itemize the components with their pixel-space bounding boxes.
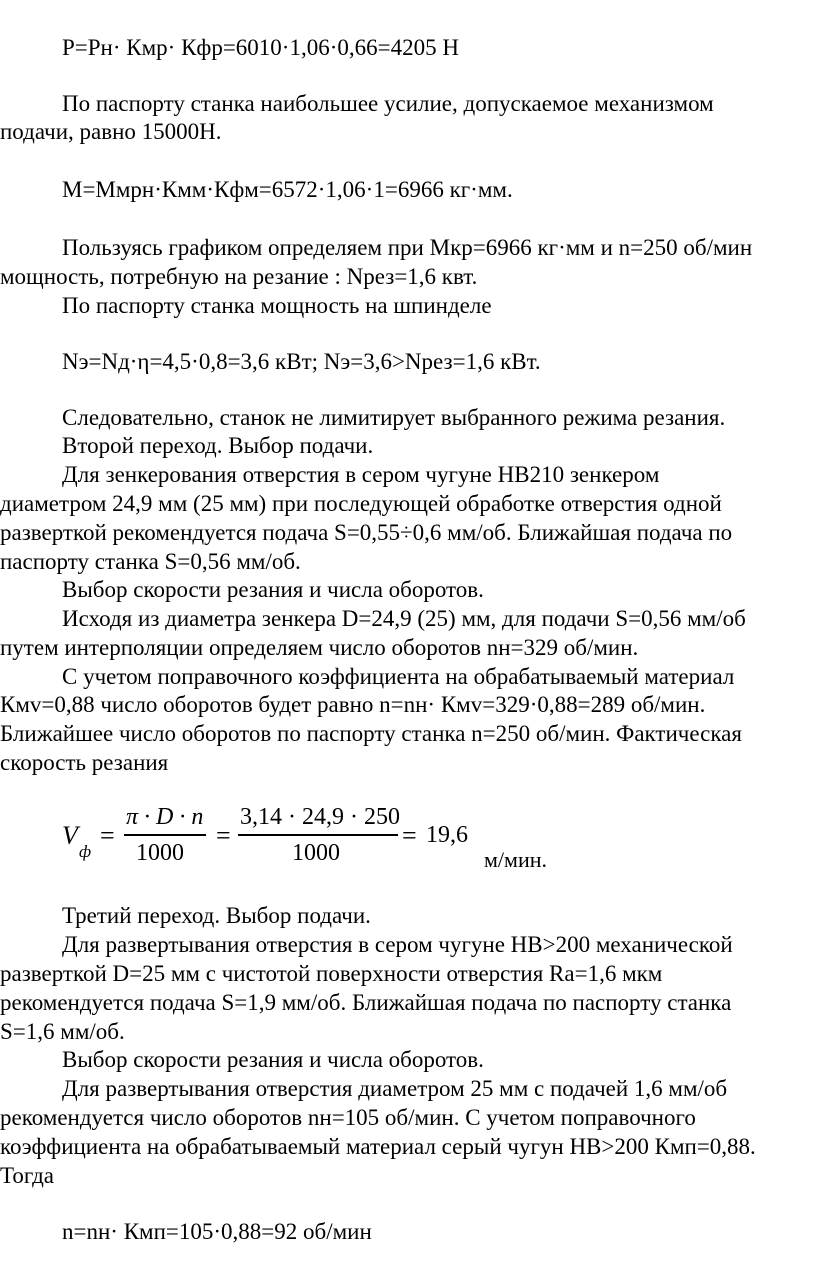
paragraph-line: мощность, потребную на резание : Nрез=1,6 квт. — [0, 264, 478, 289]
paragraph-line: рекомендуется подача S=1,9 мм/об. Ближайшая подача по паспорту станка — [0, 990, 732, 1015]
paragraph-line: Исходя из диаметра зенкера D=24,9 (25) мм, для подачи S=0,56 мм/об — [62, 606, 746, 631]
paragraph-line: разверткой D=25 мм с чистотой поверхности отверстия Ra=1,6 мкм — [0, 961, 663, 986]
paragraph-line: S=1,6 мм/об. — [0, 1019, 125, 1044]
paragraph-line: Для развертывания отверстия диаметром 25 мм с подачей 1,6 мм/об — [62, 1076, 728, 1101]
paragraph-line: рекомендуется число оборотов nн=105 об/мин. С учетом поправочного — [0, 1105, 696, 1130]
paragraph-line: коэффициента на обрабатываемый материал серый чугун НВ>200 Кмп=0,88. — [0, 1134, 756, 1159]
power-calculation: Nэ=Nд·η=4,5·0,8=3,6 кВт; Nэ=3,6>Nрез=1,6 кВт. — [62, 349, 541, 374]
formula-lhs: V — [62, 821, 78, 850]
section-heading: Второй переход. Выбор подачи. — [62, 433, 374, 458]
formula-denominator: 1000 — [136, 840, 184, 866]
paragraph-line: Следовательно, станок не лимитирует выбранного режима резания. — [62, 405, 726, 430]
paragraph-line: паспорту станка S=0,56 мм/об. — [0, 549, 301, 574]
paragraph-line: Кмv=0,88 число оборотов будет равно n=nн· Кмv=329·0,88=289 об/мин. — [0, 692, 706, 717]
paragraph-line: По паспорту станка мощность на шпинделе — [62, 293, 492, 318]
paragraph-line: подачи, равно 15000Н. — [0, 119, 222, 144]
formula-equals: = — [402, 821, 417, 850]
paragraph-line: разверткой рекомендуется подача S=0,55÷0,6 мм/об. Ближайшая подача по — [0, 520, 733, 545]
paragraph-line: путем интерполяции определяем число оборотов nн=329 об/мин. — [0, 635, 639, 660]
fraction-bar — [124, 834, 206, 836]
paragraph-line: По паспорту станка наибольшее усилие, допускаемое механизмом — [62, 91, 714, 116]
formula-lhs-subscript: ф — [79, 842, 92, 861]
formula-numerator-symbolic: π · D · n — [126, 804, 204, 830]
paragraph-line: Выбор скорости резания и числа оборотов. — [62, 1047, 484, 1072]
formula-denominator: 1000 — [292, 840, 340, 866]
formula-unit: м/мин. — [484, 847, 548, 872]
torque-calculation: М=Ммрн·Кмм·Кфм=6572·1,06·1=6966 кг·мм. — [62, 177, 513, 202]
paragraph-line: Ближайшее число оборотов по паспорту станка n=250 об/мин. Фактическая — [0, 721, 742, 746]
paragraph-line: скорость резания — [0, 750, 169, 775]
formula-equals: = — [100, 821, 115, 850]
cutting-speed-formula — [60, 792, 780, 877]
paragraph-line: Выбор скорости резания и числа оборотов. — [62, 577, 484, 602]
paragraph-line: Пользуясь графиком определяем при Мкр=6966 кг·мм и n=250 об/мин — [62, 235, 753, 260]
paragraph-line: Тогда — [0, 1163, 55, 1188]
paragraph-line: диаметром 24,9 мм (25 мм) при последующей обработке отверстия одной — [0, 491, 722, 516]
paragraph-line: Для развертывания отверстия в сером чугуне НВ>200 механической — [62, 932, 733, 957]
section-heading: Третий переход. Выбор подачи. — [62, 903, 371, 928]
fraction-bar — [238, 834, 398, 836]
force-calculation: P=Pн· Кмр· Кфр=6010·1,06·0,66=4205 Н — [62, 35, 459, 60]
formula-numerator-numeric: 3,14 · 24,9 · 250 — [240, 804, 400, 830]
paragraph-line: С учетом поправочного коэффициента на обрабатываемый материал — [62, 664, 735, 689]
formula-equals: = — [216, 821, 231, 850]
rpm-calculation: n=nн· Кмп=105·0,88=92 об/мин — [62, 1219, 372, 1244]
formula-result: 19,6 — [426, 822, 468, 848]
paragraph-line: Для зенкерования отверстия в сером чугуне НВ210 зенкером — [62, 462, 660, 487]
